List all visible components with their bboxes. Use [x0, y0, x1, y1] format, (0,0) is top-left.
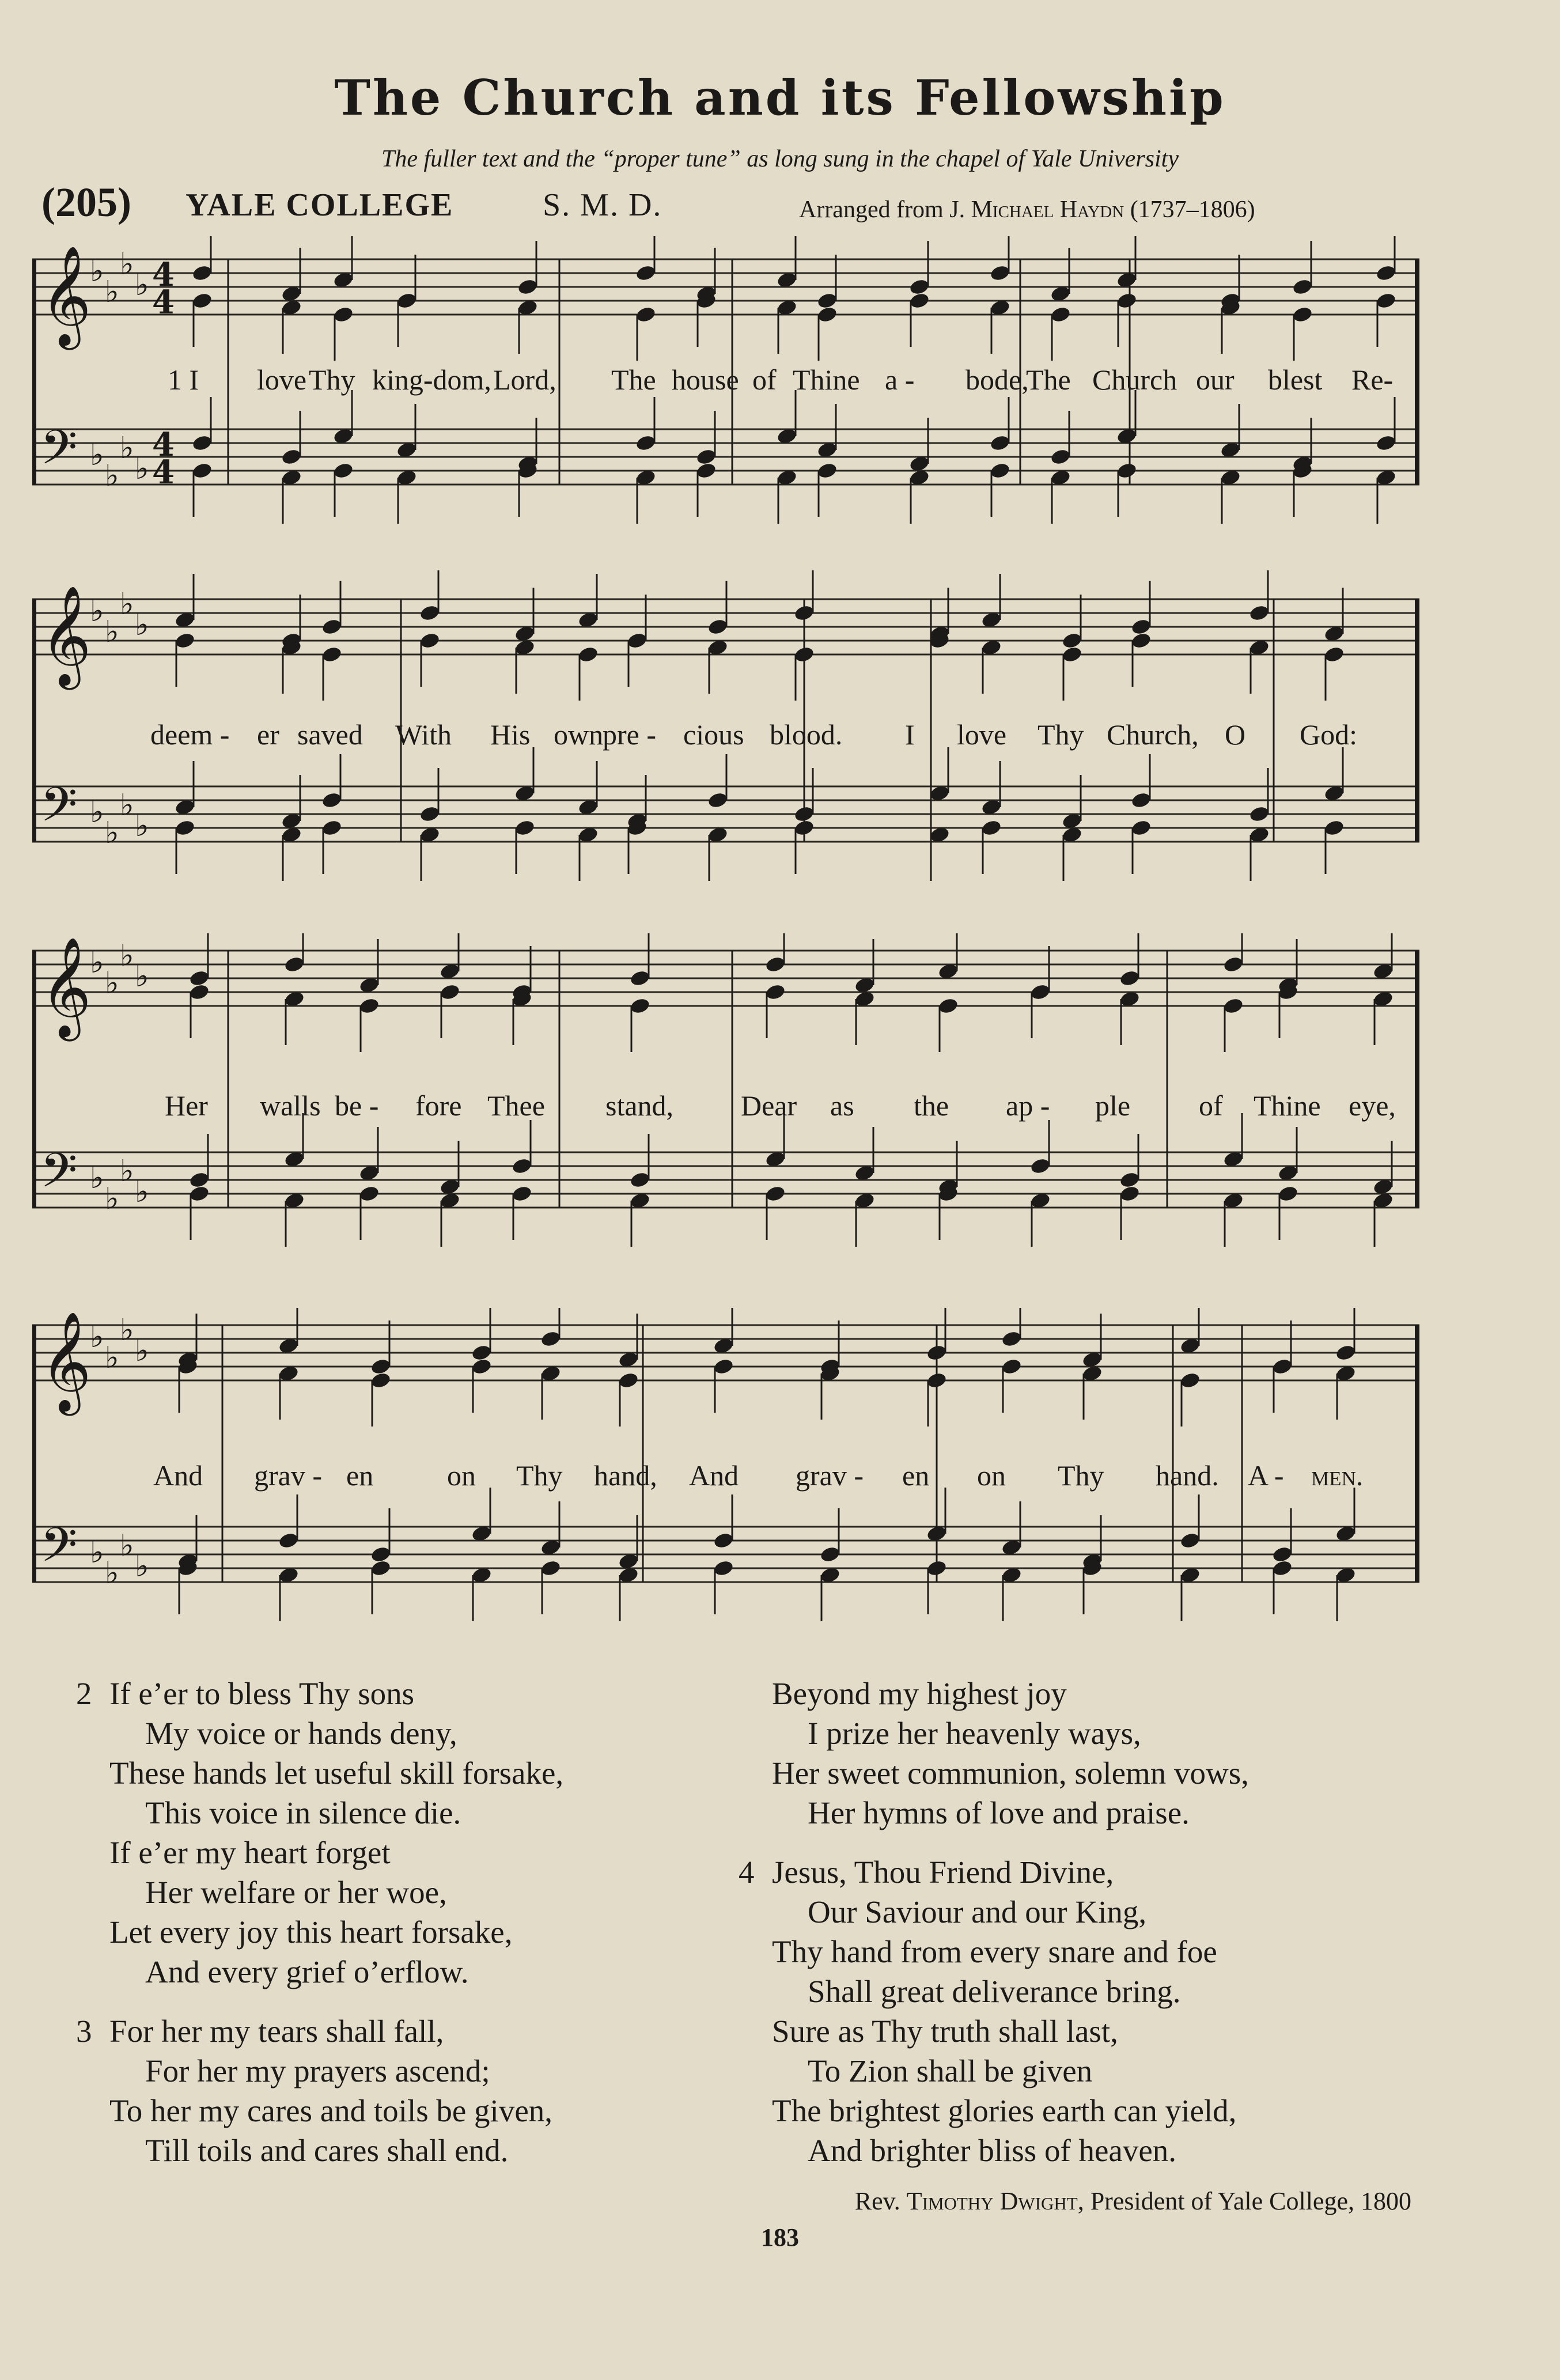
lyric-syllable: The	[611, 364, 656, 396]
lyric-syllable: men.	[1311, 1459, 1364, 1492]
lyric-syllable: grav -	[796, 1459, 864, 1492]
verse-line: I prize her heavenly ways,	[808, 1716, 1141, 1751]
lyric-syllable: eye,	[1349, 1089, 1396, 1122]
verse-line: The brightest glories earth can yield,	[772, 2093, 1237, 2128]
note-head	[816, 292, 838, 310]
note-head	[174, 819, 196, 837]
note-head	[1375, 434, 1397, 452]
note-head	[321, 645, 343, 664]
music-system	[32, 1308, 1419, 1653]
note-head	[635, 305, 657, 324]
note-head	[1050, 305, 1071, 324]
lyric-syllable: on	[977, 1459, 1006, 1492]
lyric-syllable: er	[257, 718, 279, 751]
lyric-syllable: grav -	[254, 1459, 322, 1492]
note-head	[1222, 955, 1244, 974]
note-head	[1001, 1357, 1023, 1376]
note-head	[713, 1357, 734, 1376]
note-head	[471, 1357, 493, 1376]
flat-sign-icon: ♭	[105, 275, 119, 309]
bass-clef-icon: 𝄢	[40, 1142, 78, 1210]
note-head	[471, 1344, 493, 1362]
flat-sign-icon: ♭	[105, 1182, 119, 1216]
lyric-syllable: love	[257, 364, 307, 396]
note-head	[419, 631, 441, 650]
note-head	[514, 819, 536, 837]
verse-line: Till toils and cares shall end.	[145, 2133, 509, 2168]
note-head	[764, 955, 786, 974]
note-head	[1271, 1545, 1293, 1564]
lyric-syllable: fore	[415, 1089, 462, 1122]
lyric-syllable: of	[1199, 1089, 1223, 1122]
lyric-syllable: blood.	[770, 718, 843, 751]
note-head	[191, 461, 213, 480]
lyric-syllable: hand,	[594, 1459, 657, 1492]
verse-line: For her my prayers ascend;	[145, 2053, 490, 2088]
hymn-number: (205)	[41, 179, 131, 225]
lyric-syllable: be -	[335, 1089, 379, 1122]
note-head	[793, 819, 815, 837]
lyric-syllable: the	[914, 1089, 949, 1122]
note-head	[1061, 631, 1083, 650]
flat-sign-icon: ♭	[120, 788, 134, 823]
lyric-syllable: hand.	[1156, 1459, 1219, 1492]
tune-name: YALE COLLEGE	[185, 187, 454, 223]
treble-clef-icon: 𝄞	[40, 937, 92, 1037]
time-signature-digit: 4	[152, 256, 175, 294]
note-head	[332, 461, 354, 480]
note-head	[926, 1371, 948, 1390]
lyric-syllable: O	[1225, 718, 1246, 751]
note-head	[283, 955, 305, 974]
lyric-syllable: Dear	[741, 1089, 797, 1122]
treble-clef-icon: 𝄞	[40, 1311, 92, 1412]
note-head	[695, 448, 717, 466]
note-head	[1277, 1185, 1299, 1203]
verse-line: To Zion shall be given	[808, 2053, 1093, 2088]
lyric-syllable: Thy	[1058, 1459, 1104, 1492]
note-head	[1335, 1344, 1357, 1362]
lyric-syllable: walls	[260, 1089, 321, 1122]
verse-line: Shall great deliverance bring.	[808, 1974, 1181, 2009]
lyric-syllable: Lord,	[493, 364, 556, 396]
lyric-syllable: Thy	[1038, 718, 1084, 751]
treble-clef-icon: 𝄞	[40, 245, 92, 346]
note-head	[1292, 305, 1313, 324]
verse-line: Jesus, Thou Friend Divine,	[772, 1855, 1114, 1890]
arranger-credit: Arranged from J. Michael Haydn (1737–1806)	[799, 196, 1255, 223]
page-number: 183	[761, 2223, 799, 2252]
note-head	[439, 983, 461, 1001]
verse	[76, 2011, 743, 2170]
bass-staff	[32, 1517, 1419, 1591]
note-head	[908, 292, 930, 310]
verse-line: Beyond my highest joy	[772, 1676, 1067, 1711]
verse-number: 2	[76, 1676, 92, 1711]
lyric-syllable: of	[752, 364, 777, 396]
lyric-syllable: pre -	[603, 718, 656, 751]
lyric-syllable: God:	[1300, 718, 1357, 751]
note-head	[511, 1157, 533, 1175]
note-head	[989, 264, 1011, 282]
verse-number: 3	[76, 2014, 92, 2049]
music-system	[32, 236, 1419, 547]
note-head	[1248, 604, 1270, 622]
lyric-syllable: I	[905, 718, 915, 751]
treble-staff	[32, 245, 1419, 350]
lyric-syllable: And	[689, 1459, 739, 1492]
flat-sign-icon: ♭	[120, 1528, 134, 1563]
note-head	[707, 618, 729, 636]
flat-sign-icon: ♭	[90, 594, 104, 629]
flat-sign-icon: ♭	[90, 795, 104, 830]
verse-line: Our Saviour and our King,	[808, 1894, 1147, 1929]
note-head	[1050, 448, 1071, 466]
lyric-syllable: stand,	[605, 1089, 674, 1122]
note-head	[191, 264, 213, 282]
note-head	[695, 461, 717, 480]
treble-staff	[32, 937, 1419, 1042]
note-head	[1029, 983, 1051, 1001]
note-head	[419, 604, 441, 622]
bass-clef-icon: 𝄢	[40, 777, 78, 844]
lyric-syllable: Thy	[309, 364, 355, 396]
lyric-syllable: Church	[1092, 364, 1177, 396]
lyric-syllable: a -	[885, 364, 915, 396]
flat-sign-icon: ♭	[135, 608, 149, 642]
note-head	[370, 1559, 392, 1577]
note-head	[321, 819, 343, 837]
note-head	[1375, 264, 1397, 282]
verse-line: My voice or hands deny,	[145, 1716, 457, 1751]
note-head	[713, 1531, 734, 1550]
flat-sign-icon: ♭	[135, 452, 149, 486]
verse-line: Her hymns of love and praise.	[808, 1795, 1190, 1830]
note-head	[793, 645, 815, 664]
note-head	[618, 1371, 639, 1390]
note-head	[540, 1330, 562, 1348]
note-head	[926, 1344, 948, 1362]
note-head	[1271, 1357, 1293, 1376]
note-head	[191, 292, 213, 310]
note-head	[764, 1185, 786, 1203]
verse-line: Let every joy this heart forsake,	[109, 1914, 513, 1950]
flat-sign-icon: ♭	[90, 1320, 104, 1354]
flat-sign-icon: ♭	[120, 431, 134, 466]
note-head	[358, 997, 380, 1015]
note-head	[174, 631, 196, 650]
verse-number: 4	[739, 1855, 755, 1890]
flat-sign-icon: ♭	[135, 959, 149, 994]
verse-line: Her sweet communion, solemn vows,	[772, 1755, 1249, 1791]
lyric-syllable: ple	[1095, 1089, 1131, 1122]
verse-line: Sure as Thy truth shall last,	[772, 2014, 1118, 2049]
note-head	[793, 604, 815, 622]
note-head	[1130, 791, 1152, 809]
flat-sign-icon: ♭	[120, 587, 134, 622]
note-head	[188, 983, 210, 1001]
note-head	[1119, 969, 1141, 987]
lyric-syllable: Thee	[487, 1089, 545, 1122]
verse-line: Her welfare or her woe,	[145, 1875, 447, 1910]
lyric-syllable: ap -	[1006, 1089, 1050, 1122]
flat-sign-icon: ♭	[135, 809, 149, 843]
verse-line: To her my cares and toils be given,	[109, 2093, 552, 2128]
note-head	[926, 1559, 948, 1577]
note-head	[278, 1531, 300, 1550]
note-head	[816, 305, 838, 324]
verses-left-column	[76, 1674, 743, 2190]
lyric-syllable: own	[554, 718, 604, 751]
note-head	[908, 278, 930, 296]
lyrics-line	[32, 1089, 1419, 1126]
flat-sign-icon: ♭	[105, 1556, 119, 1591]
lyric-syllable: deem -	[150, 718, 230, 751]
note-head	[1029, 1157, 1051, 1175]
author-name: Timothy Dwight	[906, 2187, 1078, 2215]
verse	[772, 1674, 1434, 1833]
lyric-syllable: en	[902, 1459, 930, 1492]
note-head	[1271, 1559, 1293, 1577]
note-head	[629, 1171, 651, 1189]
note-head	[188, 1171, 210, 1189]
note-head	[1130, 631, 1152, 650]
lyric-syllable: Thine	[1254, 1089, 1321, 1122]
time-signature-digit: 4	[152, 426, 175, 464]
verse	[739, 1852, 1434, 2170]
note-head	[1061, 645, 1083, 664]
note-head	[989, 434, 1011, 452]
verse-line: This voice in silence die.	[145, 1795, 461, 1830]
note-head	[1119, 1185, 1141, 1203]
note-head	[1179, 1371, 1201, 1390]
note-head	[816, 461, 838, 480]
note-head	[517, 278, 539, 296]
lyric-syllable: Her	[165, 1089, 208, 1122]
note-head	[629, 969, 651, 987]
lyric-syllable: 1 I	[168, 364, 199, 396]
note-head	[511, 1185, 533, 1203]
time-signature-digit: 4	[152, 453, 175, 491]
note-head	[188, 969, 210, 987]
note-head	[1179, 1531, 1201, 1550]
flat-sign-icon: ♭	[105, 966, 119, 1001]
lyric-syllable: bode,	[965, 364, 1029, 396]
note-head	[419, 805, 441, 823]
verse-line: And brighter bliss of heaven.	[808, 2133, 1176, 2168]
bass-staff	[32, 1142, 1419, 1216]
note-head	[358, 1185, 380, 1203]
note-head	[370, 1357, 392, 1376]
note-head	[1116, 292, 1138, 310]
flat-sign-icon: ♭	[135, 1175, 149, 1209]
flat-sign-icon: ♭	[135, 1549, 149, 1584]
flat-sign-icon: ♭	[90, 1535, 104, 1570]
lyric-syllable: Thine	[793, 364, 860, 396]
flat-sign-icon: ♭	[105, 615, 119, 649]
note-head	[191, 434, 213, 452]
note-head	[989, 461, 1011, 480]
note-head	[577, 645, 599, 664]
treble-clef-icon: 𝄞	[40, 585, 92, 686]
lyric-syllable: With	[395, 718, 452, 751]
note-head	[713, 1559, 734, 1577]
note-head	[321, 618, 343, 636]
lyric-syllable: on	[447, 1459, 476, 1492]
flat-sign-icon: ♭	[90, 438, 104, 472]
note-head	[370, 1545, 392, 1564]
note-head	[635, 264, 657, 282]
meter: S. M. D.	[543, 187, 662, 223]
verse-line: If e’er my heart forget	[109, 1835, 391, 1870]
note-head	[937, 997, 959, 1015]
note-head	[281, 448, 302, 466]
lyric-syllable: Church,	[1107, 718, 1199, 751]
lyric-syllable: as	[830, 1089, 854, 1122]
note-head	[1323, 645, 1345, 664]
note-head	[1292, 278, 1313, 296]
note-head	[396, 292, 418, 310]
note-head	[793, 805, 815, 823]
note-head	[540, 1559, 562, 1577]
flat-sign-icon: ♭	[120, 1154, 134, 1189]
note-head	[1248, 805, 1270, 823]
verse-line: And every grief o’erflow.	[145, 1954, 469, 1989]
note-head	[1001, 1330, 1023, 1348]
lyrics-line	[32, 363, 1419, 400]
author-credit: Rev. Timothy Dwight, President of Yale College, 1800	[854, 2187, 1411, 2215]
note-head	[819, 1545, 841, 1564]
section-title: The Church and its Fellowship	[334, 69, 1226, 126]
flat-sign-icon: ♭	[105, 816, 119, 850]
note-head	[635, 434, 657, 452]
lyric-syllable: Re-	[1351, 364, 1394, 396]
flat-sign-icon: ♭	[135, 268, 149, 302]
verse-line: If e’er to bless Thy sons	[109, 1676, 415, 1711]
note-head	[332, 305, 354, 324]
flat-sign-icon: ♭	[105, 1341, 119, 1375]
note-head	[321, 791, 343, 809]
verse-line: Thy hand from every snare and foe	[772, 1934, 1217, 1969]
flat-sign-icon: ♭	[120, 939, 134, 973]
verses-right-column	[739, 1674, 1434, 2190]
hymn-header	[41, 179, 1424, 230]
lyric-syllable: house	[672, 364, 739, 396]
note-head	[1375, 292, 1397, 310]
music-system	[32, 933, 1419, 1256]
lyrics-line	[32, 718, 1419, 755]
note-head	[1130, 618, 1152, 636]
note-head	[1130, 819, 1152, 837]
bass-staff	[32, 419, 1419, 493]
note-head	[1222, 997, 1244, 1015]
bass-clef-icon: 𝄢	[40, 419, 78, 487]
flat-sign-icon: ♭	[120, 1313, 134, 1348]
verse-line: These hands let useful skill forsake,	[109, 1755, 564, 1791]
note-head	[980, 819, 1002, 837]
lyric-syllable: cious	[683, 718, 744, 751]
note-head	[629, 997, 651, 1015]
lyric-syllable: And	[153, 1459, 203, 1492]
lyric-syllable: blest	[1268, 364, 1323, 396]
arranger-name: Michael Haydn	[971, 196, 1124, 223]
music-system	[32, 570, 1419, 881]
hymn-subtitle: The fuller text and the “proper tune” as long sung in the chapel of Yale University	[381, 146, 1179, 172]
lyric-syllable: Thy	[516, 1459, 563, 1492]
lyric-syllable: A -	[1248, 1459, 1284, 1492]
flat-sign-icon: ♭	[135, 1334, 149, 1368]
flat-sign-icon: ♭	[120, 247, 134, 282]
lyric-syllable: His	[490, 718, 531, 751]
flat-sign-icon: ♭	[90, 1161, 104, 1195]
lyric-syllable: king-dom,	[372, 364, 491, 396]
note-head	[370, 1371, 392, 1390]
lyric-syllable: en	[346, 1459, 374, 1492]
verse-line: For her my tears shall fall,	[109, 2014, 444, 2049]
bass-clef-icon: 𝄢	[40, 1517, 78, 1584]
time-signature-digit: 4	[152, 283, 175, 321]
flat-sign-icon: ♭	[90, 945, 104, 980]
note-head	[626, 631, 648, 650]
note-head	[1323, 819, 1345, 837]
verse	[76, 1674, 743, 1992]
note-head	[764, 983, 786, 1001]
flat-sign-icon: ♭	[105, 459, 119, 493]
note-head	[188, 1185, 210, 1203]
lyric-syllable: love	[957, 718, 1007, 751]
note-head	[1119, 1171, 1141, 1189]
flat-sign-icon: ♭	[90, 254, 104, 289]
lyrics-line	[32, 1459, 1419, 1496]
note-head	[1116, 461, 1138, 480]
note-head	[707, 791, 729, 809]
lyric-syllable: The	[1026, 364, 1071, 396]
lyric-syllable: our	[1196, 364, 1235, 396]
lyric-syllable: saved	[297, 718, 363, 751]
